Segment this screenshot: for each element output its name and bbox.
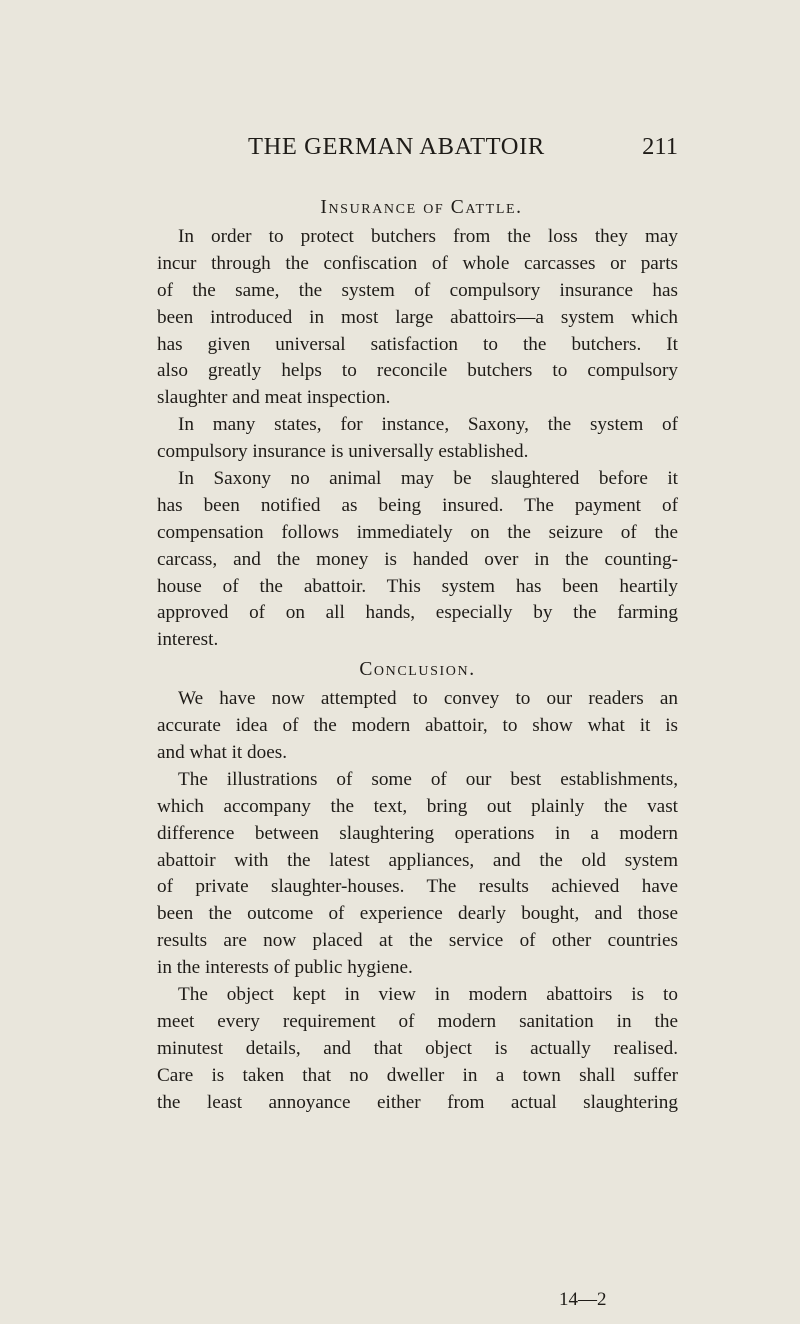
running-head [248,133,678,163]
text-line: been the outcome of experience dearly bought, and those [157,903,678,925]
section-heading: Insurance of Cattle. [320,197,523,218]
text-line: In order to protect butchers from the loss they may [178,226,678,247]
text-line: In many states, for instance, Saxony, the system of [178,414,678,436]
text-line: minutest details, and that object is actually realised. [157,1037,678,1059]
text-line: incur through the confiscation of whole carcasses or parts [157,252,678,274]
signature-mark: 14—2 [559,1289,607,1310]
text-line: approved of on all hands, especially by the farming [157,602,678,624]
running-head-title: THE GERMAN ABATTOIR [248,133,545,160]
text-line: house of the abattoir. This system has been heartily [157,575,678,597]
paragraph [157,686,678,767]
page-number: 211 [642,133,678,160]
text-line: in the interests of public hygiene. [157,957,413,979]
text-line: also greatly helps to reconcile butchers to compulsory [157,360,678,382]
text-line: In Saxony no animal may be slaughtered before it [178,468,678,490]
section-heading: Conclusion. [359,659,476,681]
text-line: results are now placed at the service of other countries [157,930,678,952]
text-line: the least annoyance either from actual slaughtering [157,1091,678,1113]
paragraph [157,412,678,466]
text-line: difference between slaughtering operations in a modern [157,822,678,844]
text-line: interest. [157,629,219,651]
text-line: compensation follows immediately on the seizure of the [157,521,678,543]
paragraph [157,466,678,654]
text-line: of private slaughter-houses. The results achieved have [157,876,678,898]
text-line: We have now attempted to convey to our readers an [178,688,678,710]
text-line: been introduced in most large abattoirs—a system which [157,306,678,328]
text-line: slaughter and meat inspection. [157,387,391,409]
text-line: meet every requirement of modern sanitation in the [157,1010,678,1032]
text-line: The illustrations of some of our best establishments, [178,768,678,790]
text-line: abattoir with the latest appliances, and the old system [157,849,678,871]
text-line: has given universal satisfaction to the butchers. It [157,333,678,355]
text-line: carcass, and the money is handed over in the counting- [157,548,678,570]
text-line: compulsory insurance is universally established. [157,441,529,463]
text-line: and what it does. [157,742,288,764]
body-text [157,192,678,1117]
text-line: has been notified as being insured. The payment of [157,494,678,516]
text-line: The object kept in view in modern abattoirs is to [178,984,678,1006]
text-line: accurate idea of the modern abattoir, to show what it is [157,715,678,737]
text-line: Care is taken that no dweller in a town shall suffer [157,1064,678,1086]
text-line: of the same, the system of compulsory insurance has [157,279,678,301]
text-line: which accompany the text, bring out plainly the vast [157,795,678,817]
paragraph [157,224,678,412]
paragraph [157,982,678,1116]
paragraph [157,767,678,982]
